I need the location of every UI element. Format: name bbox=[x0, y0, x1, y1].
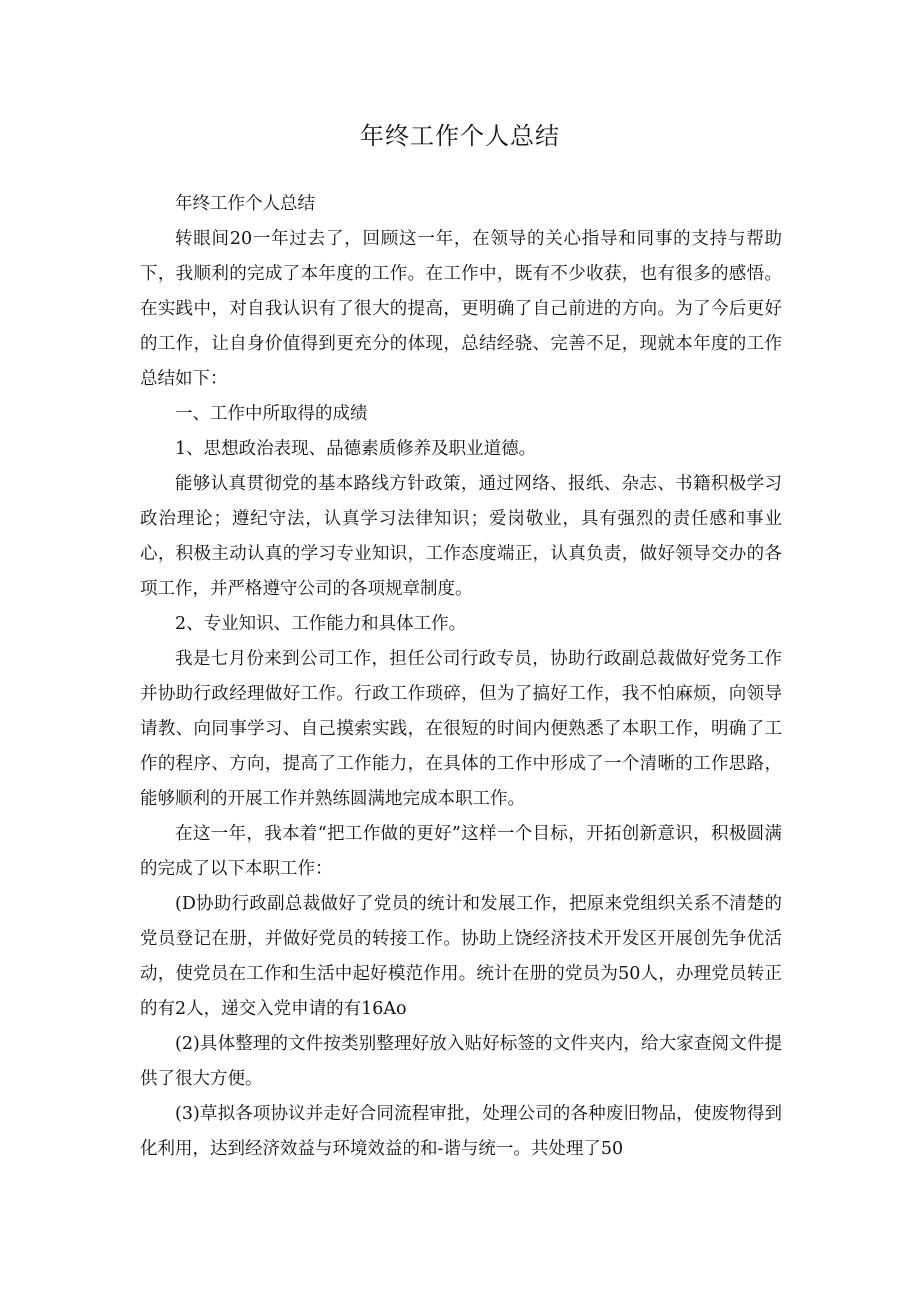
section-heading: 一、工作中所取得的成绩 bbox=[175, 404, 368, 424]
list-item: (D协助行政副总裁做好了党员的统计和发展工作，把原来党组织关系不清楚的党员登记在册，并做好党员的转接工作。协助上饶经济技术开发区开展创先争优活动，使党员在工作和生活中起好模范作用。统计在册的党员为50人，办理党员转正的有2人，递交入党申请的有16Ao bbox=[140, 894, 782, 1019]
subsection-heading: 1、思想政治表现、品德素质修养及职业道德。 bbox=[175, 439, 537, 459]
list-item: (3)草拟各项协议并走好合同流程审批，处理公司的各种废旧物品，使废物得到化利用，达到经济效益与环境效益的和-谐与统一。共处理了50 bbox=[140, 1104, 782, 1159]
paragraph-subtitle: 年终工作个人总结 bbox=[175, 194, 315, 214]
paragraph: 在这一年，我本着“把工作做的更好”这样一个目标，开拓创新意识，积极圆满的完成了以下本职工作： bbox=[140, 824, 782, 879]
document-title: 年终工作个人总结 bbox=[360, 122, 560, 150]
document-body bbox=[140, 187, 782, 1167]
list-item: (2)具体整理的文件按类别整理好放入贴好标签的文件夹内，给大家查阅文件提供了很大方便。 bbox=[140, 1034, 782, 1089]
paragraph: 我是七月份来到公司工作，担任公司行政专员，协助行政副总裁做好党务工作并协助行政经理做好工作。行政工作琐碎，但为了搞好工作，我不怕麻烦，向领导请教、向同事学习、自己摸索实践，在很短的时间内便熟悉了本职工作，明确了工作的程序、方向，提高了工作能力，在具体的工作中形成了一个清晰的工作思路，能够顺利的开展工作并熟练圆满地完成本职工作。 bbox=[140, 649, 782, 809]
subsection-heading: 2、专业知识、工作能力和具体工作。 bbox=[175, 614, 467, 634]
paragraph: 能够认真贯彻党的基本路线方针政策，通过网络、报纸、杂志、书籍积极学习政治理论；遵纪守法，认真学习法律知识；爱岗敬业，具有强烈的责任感和事业心，积极主动认真的学习专业知识，工作态度端正，认真负责，做好领导交办的各项工作，并严格遵守公司的各项规章制度。 bbox=[140, 474, 782, 599]
paragraph-intro: 转眼间20一年过去了，回顾这一年，在领导的关心指导和同事的支持与帮助下，我顺利的完成了本年度的工作。在工作中，既有不少收获，也有很多的感悟。在实践中，对自我认识有了很大的提高，更明确了自己前进的方向。为了今后更好的工作，让自身价值得到更充分的体现，总结经骁、完善不足，现就本年度的工作总结如下： bbox=[140, 229, 782, 389]
